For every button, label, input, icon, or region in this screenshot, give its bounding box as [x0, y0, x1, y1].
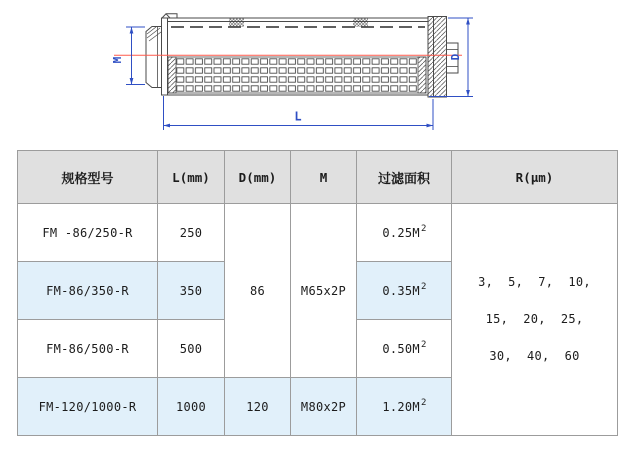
table-row [18, 204, 618, 262]
area-cell: $0.25M^2$ [357, 204, 452, 262]
filter-drawing [0, 0, 635, 150]
area-cell: $1.20M^2$ [357, 378, 452, 436]
filter-mesh [168, 57, 426, 93]
header-filter-area: 过滤面积 [357, 151, 452, 204]
micron-cell-merged [452, 204, 618, 436]
header-model: 规格型号 [18, 151, 158, 204]
table-header-row [18, 151, 618, 204]
spec-table [17, 150, 618, 436]
thread-cell: M80x2P [291, 378, 357, 436]
area-cell: $0.35M^2$ [357, 262, 452, 320]
thread-cell-merged: M65x2P [291, 204, 357, 378]
diameter-cell: 120 [225, 378, 291, 436]
dimension-d-label: D [449, 53, 462, 61]
filter-drawing-svg [0, 0, 635, 150]
micron-line: 30, 40, 60 [489, 349, 580, 363]
area-cell: $0.50M^2$ [357, 320, 452, 378]
header-thread: M [291, 151, 357, 204]
diameter-cell-merged: 86 [225, 204, 291, 378]
model-cell: FM-86/500-R [18, 320, 158, 378]
dimension-m-label: M [111, 56, 124, 64]
micron-line: 3, 5, 7, 10, [478, 275, 591, 289]
length-cell: 250 [158, 204, 225, 262]
model-cell: FM -86/250-R [18, 204, 158, 262]
dimension-l [164, 96, 434, 130]
header-length: L(mm) [158, 151, 225, 204]
micron-line: 15, 20, 25, [485, 312, 584, 326]
header-micron-rating: R(μm) [452, 151, 618, 204]
length-cell: 500 [158, 320, 225, 378]
header-diameter: D(mm) [225, 151, 291, 204]
dimension-m [111, 27, 145, 85]
model-cell: FM-120/1000-R [18, 378, 158, 436]
left-end-fitting [146, 18, 168, 95]
model-cell: FM-86/350-R [18, 262, 158, 320]
length-cell: 1000 [158, 378, 225, 436]
length-cell: 350 [158, 262, 225, 320]
dimension-l-label: L [294, 109, 302, 124]
